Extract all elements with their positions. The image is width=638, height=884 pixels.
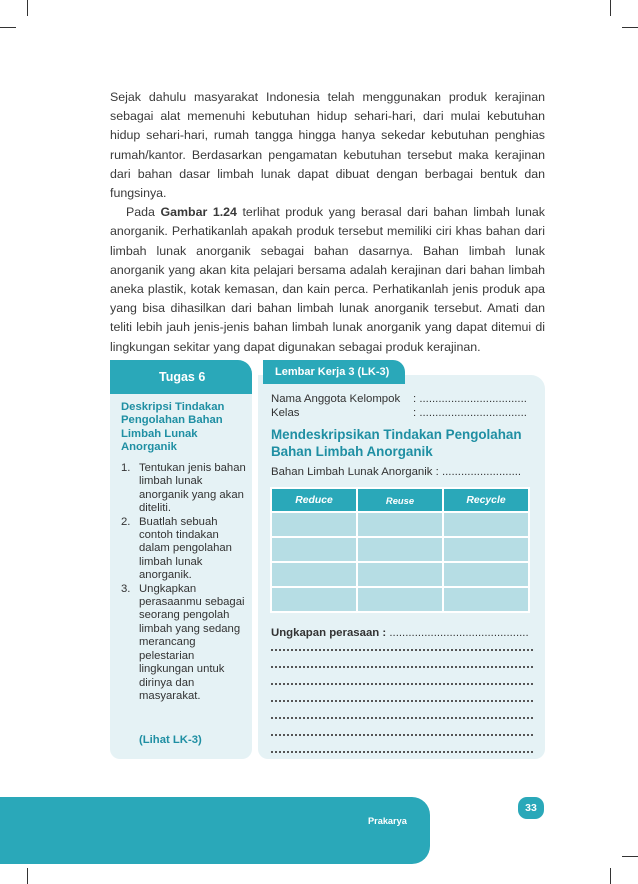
crop-mark (27, 868, 28, 884)
paragraph-gambar-rest: terlihat produk yang berasal dari bahan limbah lunak anorganik. Perhatikanlah apakah produk tersebut memiliki ciri khas bahan dari limbah lunak anorganik sebagai bahan dasarnya. Bahan limbah lunak anorganik yang akan kita pelajari bersama adalah kerajinan dari bahan limbah aneka plastik, kotak kemasan, dan kain perca. Perhatikanlah jenis produk apa yang bisa dihasilkan dari bahan limbah lunak anorganik tersebut. Amati dan teliti lebih jauh jenis-jenis bahan limbah lunak anorganik yang dapat ditemui di lingkungan sekitar yang dapat digunakan sebagai produk kerajinan. (110, 205, 545, 354)
list-item-number: 2. (121, 515, 131, 528)
answer-line[interactable] (271, 699, 533, 702)
table-cell[interactable] (357, 587, 443, 612)
answer-line[interactable] (271, 750, 533, 753)
table-cell[interactable] (271, 537, 357, 562)
list-item-text: Tentukan jenis bahan limbah lunak anorganik yang akan diteliti. (139, 462, 246, 515)
table-cell[interactable] (271, 562, 357, 587)
table-cell[interactable] (443, 537, 529, 562)
bahan-limbah-field[interactable]: Bahan Limbah Lunak Anorganik : ......................... (271, 466, 522, 478)
answer-line[interactable] (271, 682, 533, 685)
tugas-subtitle: Deskripsi Tindakan Pengolahan Bahan Limbah Lunak Anorganik (121, 401, 225, 453)
column-header-reduce: Reduce (271, 488, 357, 512)
table-cell[interactable] (443, 512, 529, 537)
footer-subject-label: Prakarya (368, 816, 407, 826)
tugas-header (110, 360, 252, 394)
kelas-field[interactable]: : .................................. (413, 407, 527, 419)
list-item-number: 1. (121, 462, 131, 474)
footer-bar (0, 797, 430, 864)
list-item-text: Ungkapkan perasaanmu sebagai seorang pengolah limbah yang sedang merancang pelestarian lingkungan untuk dirinya dan masyarakat. (139, 582, 245, 702)
table-cell[interactable] (357, 562, 443, 587)
crop-mark (27, 0, 28, 16)
crop-mark (610, 868, 611, 884)
nama-anggota-field[interactable]: : .................................. (413, 393, 527, 405)
table-row (271, 512, 529, 537)
lihat-lk-link[interactable]: (Lihat LK-3) (139, 734, 202, 746)
table-cell[interactable] (357, 537, 443, 562)
answer-line[interactable] (271, 716, 533, 719)
list-item-number: 3. (121, 582, 131, 595)
crop-mark (622, 27, 638, 28)
figure-reference: Gambar 1.24 (160, 205, 237, 220)
tugas-list (121, 462, 249, 703)
answer-line[interactable] (271, 648, 533, 651)
paragraph-gambar-start: Pada (126, 205, 161, 220)
table-cell[interactable] (271, 587, 357, 612)
column-header-reuse: Reuse (357, 488, 443, 512)
column-header-recycle: Recycle (443, 488, 529, 512)
crop-mark (622, 856, 638, 857)
table-row (271, 537, 529, 562)
answer-line[interactable] (271, 733, 533, 736)
table-cell[interactable] (271, 512, 357, 537)
table-header-row (271, 488, 529, 512)
paragraph-intro: Sejak dahulu masyarakat Indonesia telah menggunakan produk kerajinan sebagai alat memenuhi kebutuhan hidup sehari-hari, dari mulai kebutuhan hidup sehari-hari, rumah tangga hingga hanya sekedar kebutuhan penghias rumah/kantor. Berdasarkan pengamatan kebutuhan tersebut maka kerajinan dari bahan dasar limbah lunak dapat dibuat dengan berbagai bentuk dan fungsinya. (110, 90, 545, 201)
table-cell[interactable] (443, 587, 529, 612)
ungkapan-perasaan (271, 627, 529, 639)
kelas-label: Kelas (271, 407, 300, 419)
lembar-kerja-tab (263, 360, 405, 384)
ungkapan-label: Ungkapan perasaan : (271, 627, 387, 639)
body-text (110, 88, 545, 357)
tugas-title: Tugas 6 (159, 370, 206, 384)
lembar-kerja-title: Mendeskripsikan Tindakan Pengolahan Bahan Limbah Anorganik (271, 427, 522, 459)
table-row (271, 562, 529, 587)
crop-mark (0, 27, 16, 28)
table-row (271, 587, 529, 612)
list-item (121, 583, 249, 704)
list-item (121, 462, 249, 516)
crop-mark (610, 0, 611, 16)
nama-anggota-label: Nama Anggota Kelompok (271, 393, 401, 405)
list-item (121, 516, 249, 583)
page-number: 33 (518, 797, 544, 819)
ungkapan-field[interactable]: ............................................ (386, 627, 529, 639)
reduce-reuse-recycle-table (270, 487, 530, 613)
paragraph-gambar (110, 203, 545, 357)
answer-line[interactable] (271, 665, 533, 668)
table-cell[interactable] (357, 512, 443, 537)
lembar-kerja-tab-label: Lembar Kerja 3 (LK-3) (275, 366, 390, 378)
list-item-text: Buatlah sebuah contoh tindakan dalam pengolahan limbah lunak anorganik. (139, 515, 232, 582)
table-cell[interactable] (443, 562, 529, 587)
